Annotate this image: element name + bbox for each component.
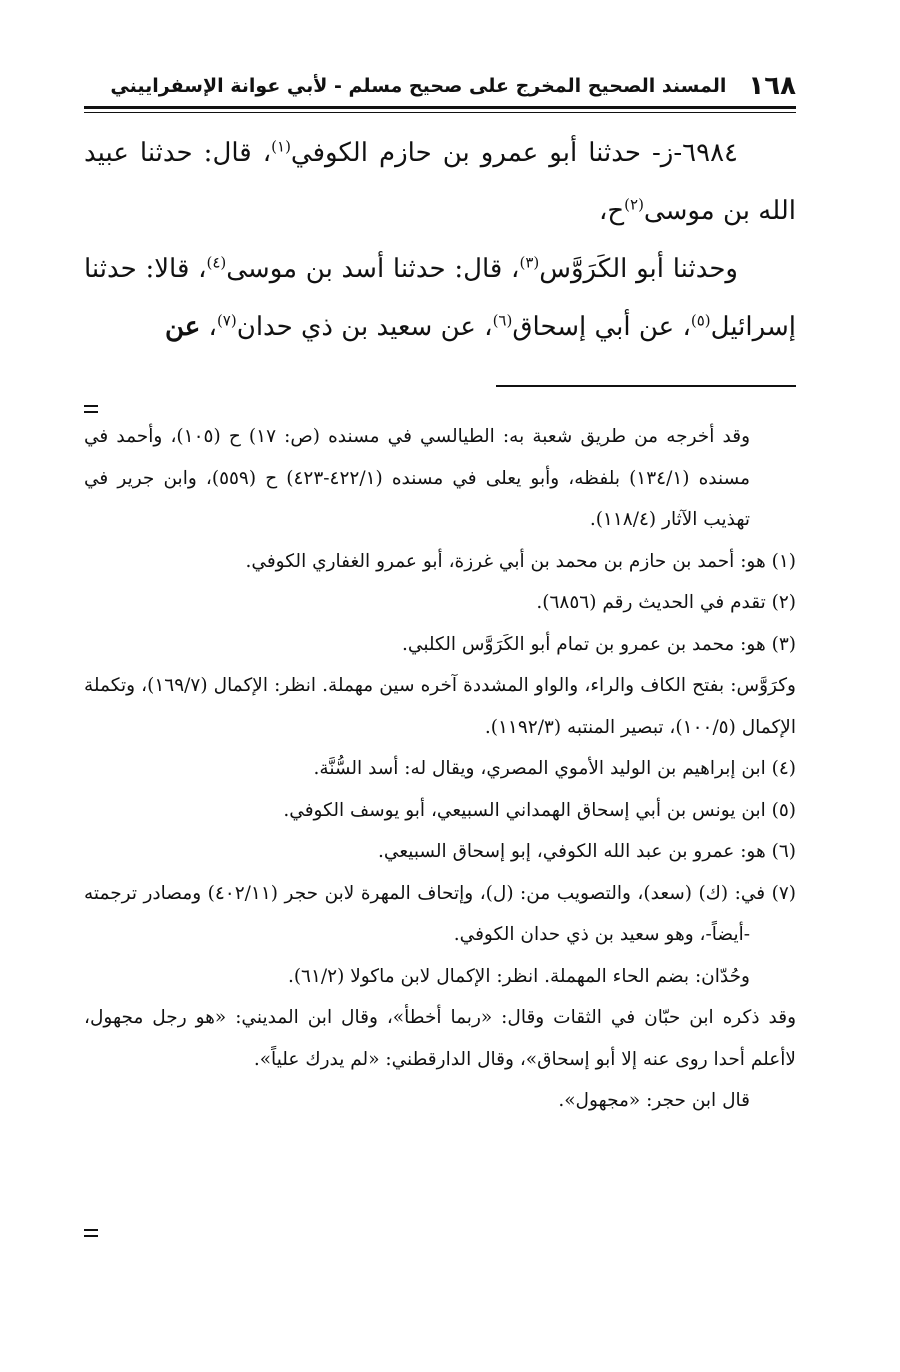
- continuation-mark: [84, 405, 98, 413]
- text-run: ، قال: حدثنا أسد بن موسى: [226, 254, 520, 284]
- footnote-ref-5: (٥): [690, 311, 711, 330]
- text-run: ، قال: حدثنا عبيد الله بن موسى: [84, 138, 796, 226]
- header-rule-thin: [84, 112, 796, 113]
- footnote-3: (٣) هو: محمد بن عمرو بن تمام أبو الكَرَوَّس الكلبي.: [402, 633, 796, 655]
- book-title: المسند الصحيح المخرج على صحيح مسلم - لأبي عوانة الإسفراييني: [110, 75, 727, 97]
- footnote-continuation: وقد أخرجه من طريق شعبة به: الطيالسي في مسنده (ص: ١٧) ح (١٠٥)، وأحمد في مسنده (١٣٤/١) بلفظه، وأبو يعلى في مسنده (٤٢٢/١-٤٢٣) ح (٥٥٩)، وابن جرير في تهذيب الآثار (١١٨/٤).: [84, 426, 750, 530]
- footnote-ref-7: (٧): [216, 311, 237, 330]
- footnote-ref-4: (٤): [206, 253, 227, 272]
- footnote-7: (٧) في: (ك) (سعد)، والتصويب من: (ل)، وإتحاف المهرة لابن حجر (٤٠٢/١١) ومصادر ترجمته -أيضاً-، وهو سعيد بن ذي حدان الكوفي.: [84, 882, 796, 945]
- text-run: ، قالا: حدثنا إسرائيل: [84, 254, 796, 342]
- footnote-7-grading: وقد ذكره ابن حبّان في الثقات وقال: «ربما أخطأ»، وقال ابن المديني: «هو رجل مجهول، لاأعلم أحدا روى عنه إلا أبو إسحاق»، وقال الدارقطني: «لم يدرك علياً».: [84, 1007, 796, 1070]
- text-run-bold: عن: [164, 312, 201, 342]
- footnote-ref-1: (١): [271, 137, 291, 156]
- hadith-paragraph-1: [84, 124, 796, 240]
- footnote-3-detail: وكرَوَّس: بفتح الكاف والراء، والواو المشددة آخره سين مهملة. انظر: الإكمال (١٦٩/٧)، وتكملة الإكمال (١٠٠/٥)، تبصير المنتبه (١١٩٢/٣).: [84, 675, 796, 738]
- footnote-5: (٥) ابن يونس بن أبي إسحاق الهمداني السبيعي، أبو يوسف الكوفي.: [283, 799, 796, 821]
- footnote-ref-6: (٦): [492, 311, 513, 330]
- page-number: ١٦٨: [748, 71, 796, 101]
- text-run: ٦٩٨٤-ز- حدثنا أبو عمرو بن حازم الكوفي: [290, 138, 738, 168]
- footnotes: [84, 416, 796, 1122]
- continuation-mark-bottom: [84, 1229, 98, 1237]
- running-header: [84, 68, 796, 104]
- header-rule-thick: [84, 106, 796, 109]
- footnote-6: (٦) هو: عمرو بن عبد الله الكوفي، إبو إسحاق السبيعي.: [378, 841, 796, 862]
- footnote-7-detail: وحُدّان: بضم الحاء المهملة. انظر: الإكمال لابن ماكولا (٦١/٢).: [287, 965, 750, 987]
- footnote-ref-2: (٢): [624, 195, 644, 214]
- footnote-2: (٢) تقدم في الحديث رقم (٦٨٥٦).: [536, 592, 796, 613]
- text-run: ، عن أبي إسحاق: [512, 312, 691, 342]
- footnote-4: (٤) ابن إبراهيم بن الوليد الأموي المصري، ويقال له: أسد السُّنَّة.: [313, 758, 796, 779]
- footnote-separator: [496, 385, 796, 387]
- footnote-ref-3: (٣): [519, 253, 540, 272]
- footnote-7-conclusion: قال ابن حجر: «مجهول».: [558, 1090, 750, 1111]
- hadith-text: [84, 124, 796, 356]
- text-run: وحدثنا أبو الكَرَوَّس: [539, 254, 738, 284]
- hadith-paragraph-2: [84, 240, 796, 356]
- text-run: ،: [208, 312, 217, 342]
- footnote-1: (١) هو: أحمد بن حازم بن محمد بن أبي غرزة، أبو عمرو الغفاري الكوفي.: [245, 550, 796, 572]
- text-run: ح،: [598, 196, 625, 226]
- text-run: ، عن سعيد بن ذي حدان: [236, 312, 493, 342]
